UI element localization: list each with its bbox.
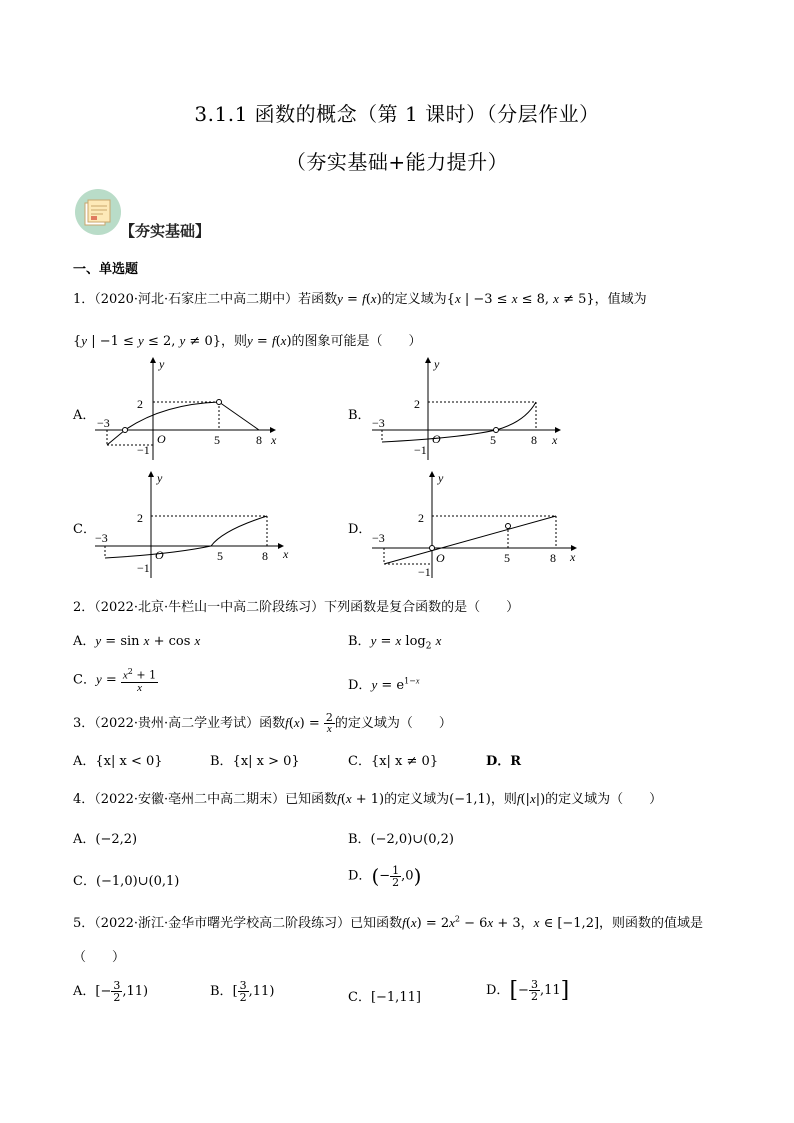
q1-option-c-label: C． [73, 522, 96, 537]
svg-text:−1: −1 [414, 443, 427, 457]
q5-option-c: C．[−1,11] [348, 990, 421, 1005]
question-2: 2．（2022·北京·牛栏山一中高二阶段练习）下列函数是复合函数的是（ ） [73, 600, 520, 615]
svg-text:x: x [552, 433, 558, 447]
question-3: 3．（2022·贵州·高二学业考试）函数f(x) = $\frac{2}{x}$ 的定义域为（ ） [73, 711, 452, 735]
q5-option-b: B．[ $\frac{3}{2}$ ,11) [210, 979, 275, 1004]
page-title: 3.1.1 函数的概念（第 1 课时）（分层作业） [194, 102, 600, 126]
q3-option-c: C．{x| x ≠ 0} [348, 754, 439, 769]
q2-option-c: C．y = $\frac{x^2 + 1}{x}$ [73, 667, 157, 694]
q3-option-b: B．{x| x > 0} [210, 754, 300, 769]
svg-text:O: O [436, 551, 445, 565]
question-1-line2: {y | −1 ≤ y ≤ 2, y ≠ 0}，则y = f(x)的图象可能是（ ） [73, 333, 422, 349]
svg-text:2: 2 [418, 511, 424, 525]
svg-text:−1: −1 [137, 443, 150, 457]
q1-option-d-label: D． [348, 522, 372, 537]
question-4: 4．（2022·安徽·亳州二中高二期末）已知函数f(x + 1)的定义域为(−1,1)，则f(|x|)的定义域为（ ） [73, 791, 663, 807]
graph-c [93, 466, 293, 581]
svg-text:y: y [159, 357, 165, 371]
graph-a [93, 352, 293, 464]
svg-text:2: 2 [137, 397, 143, 411]
svg-text:−3: −3 [372, 416, 385, 430]
svg-text:O: O [157, 432, 166, 446]
question-1-line1: 1．（2020·河北·石家庄二中高二期中）若函数y = f(x)的定义域为{x | −3 ≤ x ≤ 8, x ≠ 5}，值域为 [73, 291, 647, 307]
q1-option-a-label: A． [73, 408, 96, 423]
svg-text:8: 8 [531, 433, 537, 447]
svg-text:5: 5 [504, 551, 510, 565]
svg-text:5: 5 [214, 433, 220, 447]
svg-text:8: 8 [262, 549, 268, 563]
svg-text:y: y [434, 357, 440, 371]
svg-text:O: O [432, 432, 441, 446]
svg-text:−1: −1 [137, 561, 150, 575]
q4-option-a: A．(−2,2) [73, 832, 138, 847]
svg-text:−3: −3 [97, 416, 110, 430]
svg-text:x: x [271, 433, 277, 447]
svg-text:−3: −3 [95, 531, 108, 545]
svg-text:−1: −1 [418, 565, 431, 579]
q4-option-b: B．(−2,0)∪(0,2) [348, 832, 454, 847]
q3-option-a: A．{x| x < 0} [73, 754, 163, 769]
svg-text:O: O [155, 548, 164, 562]
svg-text:x: x [570, 550, 576, 564]
section-heading: 一、单选题 [73, 262, 139, 277]
svg-text:y: y [157, 471, 163, 485]
svg-text:x: x [283, 547, 289, 561]
q4-option-c: C．(−1,0)∪(0,1) [73, 874, 180, 889]
svg-text:2: 2 [137, 511, 143, 525]
question-5-line2: （ ） [73, 950, 126, 965]
q2-option-b: B．y = x $\log_2 x$ [348, 633, 442, 652]
q1-option-b-label: B． [348, 408, 371, 423]
graph-d [370, 466, 582, 581]
question-5-line1: 5．（2022·浙江·金华市曙光学校高二阶段练习）已知函数$f(x) = 2x^2 - 6x + 3$，x ∈ [−1,2]，则函数的值域是 [73, 914, 704, 931]
svg-text:2: 2 [414, 397, 420, 411]
q5-option-a: A．[− $\frac{3}{2}$ ,11) [73, 979, 149, 1004]
q2-option-d: D．$y = e^{1-x}$ [348, 676, 420, 693]
section-badge: 【夯实基础】 [120, 222, 211, 240]
svg-text:8: 8 [256, 433, 262, 447]
svg-text:−3: −3 [372, 531, 385, 545]
notebook-icon [74, 188, 122, 236]
svg-text:5: 5 [217, 549, 223, 563]
q3-option-d: D．R [486, 754, 522, 769]
svg-text:5: 5 [490, 433, 496, 447]
q4-option-d: D．(− $\frac{1}{2}$ ,0) [348, 863, 422, 889]
q5-option-d: D．[− $\frac{3}{2}$ ,11] [486, 978, 570, 1003]
svg-text:y: y [438, 471, 444, 485]
page-subtitle: （夯实基础+能力提升） [285, 150, 509, 174]
graph-b [370, 352, 570, 464]
q2-option-a: A．y = sin x + cos x [73, 633, 201, 649]
svg-text:8: 8 [550, 551, 556, 565]
